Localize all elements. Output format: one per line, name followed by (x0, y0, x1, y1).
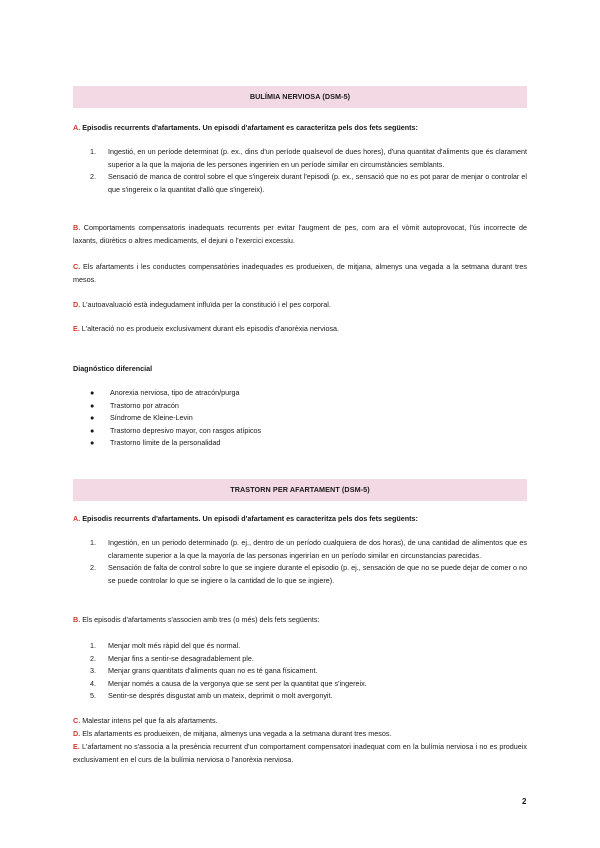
bullet-icon: ● (90, 438, 95, 447)
criterion-letter: E. (73, 742, 80, 751)
criterion-text: Malestar intens pel que fa als afartaments. (82, 716, 218, 725)
item-number: 4. (90, 678, 96, 688)
criterion-d (73, 299, 527, 312)
page-number: 2 (522, 797, 527, 806)
item-text: Sentir-se després disgustat amb un mateix, deprimit o molt avergonyit. (108, 691, 333, 700)
bullet-icon: ● (90, 388, 95, 397)
item-number: 3. (90, 666, 96, 675)
criterion-text: Els episodis d'afartaments s'associen amb tres (o més) dels fets següents: (82, 615, 320, 624)
item-text: Anorexia nerviosa, tipo de atracón/purga (110, 388, 240, 397)
criterion-text: L'alteració no es produeix exclusivament durant els episodis d'anorèxia nerviosa. (81, 324, 340, 333)
criterion-a (73, 513, 527, 526)
differential-heading: Diagnóstico diferencial (73, 364, 153, 373)
criterion-b-list (90, 640, 527, 703)
bullet-icon: ● (90, 400, 95, 410)
item-text: Trastorno depresivo mayor, con rasgos atípicos (110, 425, 262, 435)
list-item (90, 437, 490, 450)
criterion-c (73, 715, 527, 728)
list-item (90, 562, 527, 587)
item-text: Trastorno por atracón (110, 400, 179, 410)
list-item (90, 665, 527, 678)
criterion-letter: C. (73, 716, 81, 725)
criterion-letter: A. (73, 514, 81, 523)
item-number: 2. (90, 172, 96, 181)
criterion-letter: C. (73, 262, 81, 271)
list-item (90, 412, 490, 425)
criterion-letter: D. (73, 729, 81, 738)
item-number: 1. (90, 147, 96, 156)
criterion-text: Els afartaments i les conductes compensatòries inadequades es produeixen, de mitjana, almenys una vegada a la setmana durant tres mesos. (73, 262, 527, 284)
list-item (90, 640, 527, 653)
criterion-letter: E. (73, 324, 80, 333)
item-number: 2. (90, 653, 96, 663)
criterion-text: Episodis recurrents d'afartaments. Un episodi d'afartament es caracteritza pels dos fets següents: (82, 514, 418, 523)
criterion-letter: B. (73, 223, 81, 232)
criterion-text: L'autoavaluació està indegudament influïda per la constitució i el pes corporal. (82, 300, 331, 309)
item-number: 5. (90, 691, 96, 700)
criterion-b (73, 614, 527, 627)
section-heading-bulimia: BULÍMIA NERVIOSA (DSM-5) (73, 86, 527, 108)
item-text: Trastorno límite de la personalidad (110, 438, 221, 447)
section-heading-binge-eating: TRASTORN PER AFARTAMENT (DSM-5) (73, 479, 527, 501)
criterion-letter: B. (73, 615, 81, 624)
item-text: Sensació de manca de control sobre el que s'ingereix durant l'episodi (p. ex., sensació que no es pot parar de menjar o controlar el que s'ingereix o la quantitat d'allò que s'ingereix). (108, 172, 527, 194)
criterion-letter: D. (73, 300, 81, 309)
item-text: Menjar només a causa de la vergonya que se sent per la quantitat que s'ingereix. (108, 678, 367, 688)
criterion-a-list (90, 146, 527, 196)
criterion-c (73, 261, 527, 286)
list-item (90, 400, 490, 413)
item-text: Sensación de falta de control sobre lo que se ingiere durante el episodio (p. ej., sensación de que no se puede dejar de comer o no se puede controlar lo que se ingiere o la cantidad de lo que se ingiere). (108, 563, 527, 585)
criterion-e (73, 323, 527, 336)
item-text: Ingestión, en un periodo determinado (p. ej., dentro de un período cualquiera de dos horas), de una cantidad de alimentos que es claramente superior a la que la mayoría de las personas ingerirían en un período similar en circunstancias parecidas. (108, 538, 527, 560)
differential-list (90, 387, 490, 450)
item-number: 1. (90, 641, 96, 650)
criterion-a-list (90, 537, 527, 587)
criterion-b (73, 222, 527, 247)
item-text: Menjar fins a sentir-se desagradablement ple. (108, 653, 254, 663)
criterion-text: L'afartament no s'associa a la presència recurrent d'un comportament compensatori inadequat com en la bulímia nerviosa i no es produeix exclusivament en el curs de la bulímia nerviosa o l'anorèxia nerviosa. (73, 742, 527, 764)
list-item (90, 171, 527, 196)
list-item (90, 387, 490, 400)
item-text: Ingestió, en un període determinat (p. ex., dins d'un període qualsevol de dues hores), d'una quantitat d'aliments que és clarament superior a la que la majoria de les persones ingeririen en un període similar en circumstàncies semblants. (108, 147, 527, 169)
list-item (90, 425, 490, 438)
list-item (90, 146, 527, 171)
list-item (90, 690, 527, 703)
bullet-icon: ● (90, 413, 95, 422)
criterion-d (73, 728, 527, 741)
item-text: Síndrome de Kleine-Levin (110, 413, 193, 422)
criterion-a (73, 122, 527, 135)
bullet-icon: ● (90, 425, 95, 435)
item-number: 2. (90, 563, 96, 572)
list-item (90, 537, 527, 562)
list-item (90, 678, 527, 691)
criterion-letter: A. (73, 123, 81, 132)
criterion-text: Els afartaments es produeixen, de mitjana, almenys una vegada a la setmana durant tres mesos. (82, 729, 392, 738)
criterion-text: Comportaments compensatoris inadequats recurrents per evitar l'augment de pes, com ara el vòmit autoprovocat, l'ús incorrecte de laxants, diürètics o altres medicaments, el dejuni o l'exercici excessiu. (73, 223, 527, 245)
criterion-text: Episodis recurrents d'afartaments. Un episodi d'afartament es caracteritza pels dos fets següents: (82, 123, 418, 132)
item-number: 1. (90, 538, 96, 547)
item-text: Menjar molt més ràpid del que és normal. (108, 641, 241, 650)
criterion-e (73, 741, 527, 766)
item-text: Menjar grans quantitats d'aliments quan no es té gana físicament. (108, 666, 318, 675)
list-item (90, 653, 527, 666)
